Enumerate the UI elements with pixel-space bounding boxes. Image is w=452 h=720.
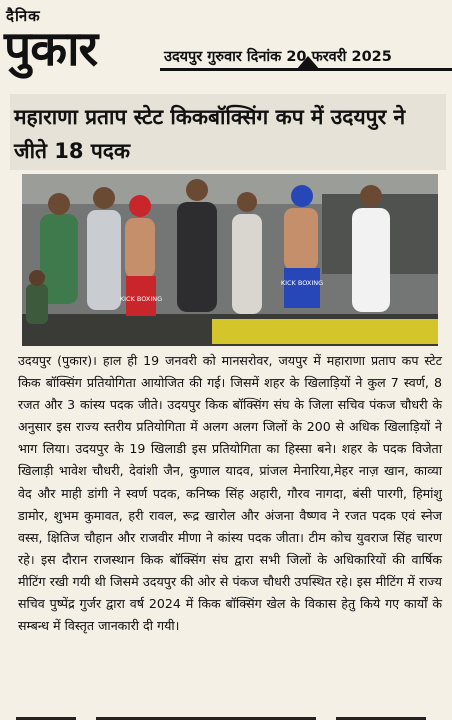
article-headline: महाराणा प्रताप स्टेट किकबॉक्सिंग कप में उदयपुर ने जीते 18 पदक [14,105,406,163]
photo-illustration [22,174,438,346]
masthead-notch [296,56,320,70]
next-headline-cutoff [16,708,446,720]
masthead [0,0,452,88]
photo-text-right: KICK BOXING [280,279,324,287]
paper-name-logo: पुकार [4,21,98,77]
dateline: उदयपुर गुरुवार दिनांक 20 फरवरी 2025 [164,49,392,65]
photo-text-left: KICK BOXING [119,295,163,303]
article-photo [22,174,438,346]
article-body: उदयपुर (पुकार)। हाल ही 19 जनवरी को मानसरोवर, जयपुर में महाराणा प्रताप कप स्टेट किक बॉक्सिंग प्रतियोगिता आयोजित की गई। जिसमें शहर के खिलाड़ियों ने कुल 7 स्वर्ण, 8 रजत और 3 कांस्य पदक जीते। उदयपुर किक बॉक्सिंग संघ के जिला सचिव पंकज चौधरी के अनुसार इस राज्य स्तरीय प्रतियोगिता में अलग अलग जिलों के 200 से अधिक खिलाड़ियों ने भाग लिया। उदयपुर के 19 खिलाडी इस प्रतियोगिता का हिस्सा बने। शहर के पदक विजेता खिलाड़ी भावेश चौधरी, देवांशी जैन, कुणाल यादव, प्रांजल मेनारिया,मेहर नाज़ खान, काव्या वेद और माही डांगी ने स्वर्ण पदक, कनिष्क सिंह अहारी, गौरव नागदा, बंसी पारगी, हिमांशु डामोर, शुभम कुमावत, हरी रावल, रूद्र खारोल और अंजना वैष्णव ने रजत पदक एवं स्नेज वस्स, क्षितिज चौहान और राजवीर मीणा ने कांस्य पदक जीता। टीम कोच युवराज सिंह चारण रहे। इस दौरान राजस्थान किक बॉक्सिंग संघ द्वारा सभी जिलों के अधिकारियों की वार्षिक मीटिंग रखी गयी थी जिसमे उदयपुर की ओर से पंकज चौधरी उपस्थित रहे। इस मीटिंग में राज्य सचिव पुष्पेंद्र गुर्जर द्वारा वर्ष 2024 में किक बॉक्सिंग खेल के विकास हेतु किये गए कार्यों के सम्बन्ध में विस्तृत जानकारी दी गयी। [18,353,442,634]
paper-name-small: दैनिक [6,7,41,25]
